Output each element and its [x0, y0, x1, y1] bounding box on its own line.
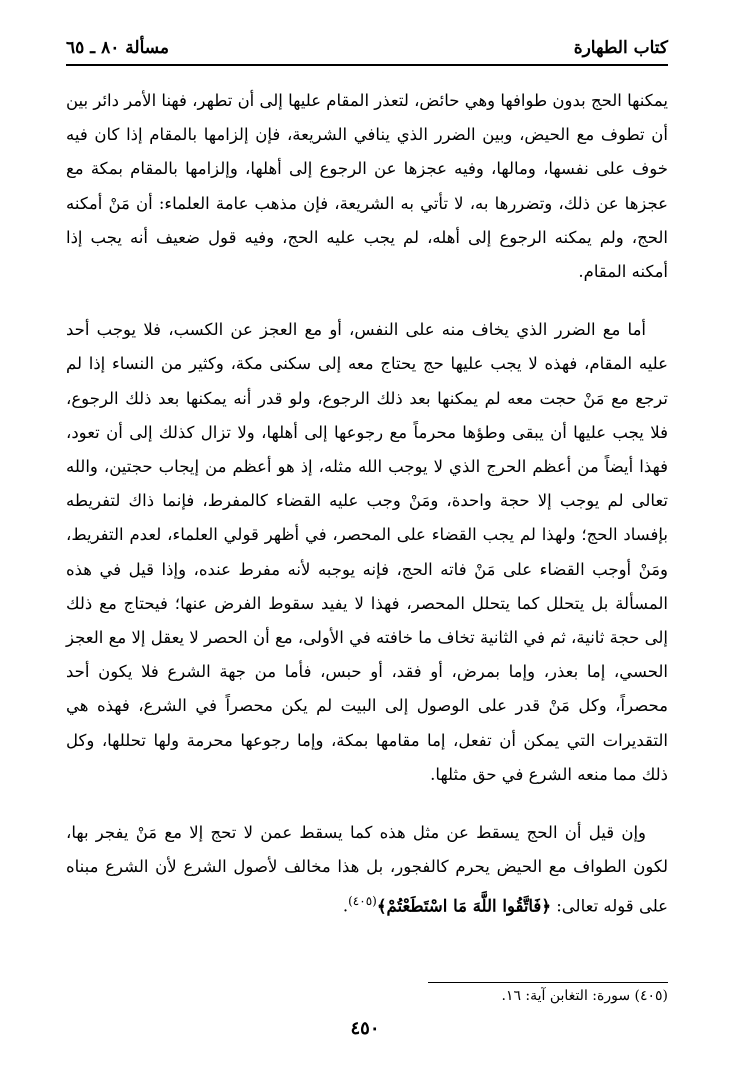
paragraph-3-text: وإن قيل أن الحج يسقط عن مثل هذه كما يسقط عمن لا تحج إلا مع مَنْ يفجر بها، لكون الطواف مع الحيض يحرم كالفجور، بل هذا مخالف لأصول الشرع لأن الشرع مبناه على قوله تعالى:	[66, 823, 668, 916]
footnote-reference: (٤٠٥)	[348, 894, 377, 909]
quran-verse: ﴿فَاتَّقُوا اللَّهَ مَا اسْتَطَعْتُمْ﴾	[376, 896, 551, 916]
paragraph-3	[66, 816, 668, 924]
footnote-divider	[428, 982, 668, 983]
running-header	[66, 36, 668, 62]
paragraph-3-end: .	[342, 896, 349, 916]
paragraph-2: أما مع الضرر الذي يخاف منه على النفس، أو مع العجز عن الكسب، فلا يوجب أحد عليه المقام، فهذه لا يجب عليها حج يحتاج معه إلى سكنى مكة، وكثير من النساء إذا لم ترجع مع مَنْ حجت معه لم يمكنها بعد ذلك الرجوع، ولو قدر أنه يمكنها بعد ذلك الرجوع، فلا يجب عليها أن يبقى وطؤها محرماً مع رجوعها إلى أهلها، ولا تزال كذلك إلى أن تعود، فهذا أيضاً من أعظم الحرج الذي لا يوجب الله مثله، إذ هو أعظم من إيجاب حجتين، والله تعالى لم يوجب إلا حجة واحدة، ومَنْ وجب عليه القضاء كالمفرط، فإنما ذاك لتفريطه بإفساد الحج؛ ولهذا لم يجب القضاء على المحصر، في أظهر قولي العلماء، لعدم التفريط، ومَنْ أوجب القضاء على مَنْ فاته الحج، فإنه يوجبه لأنه مفرط عنده، وإذا قيل في هذه المسألة بل يتحلل كما يتحلل المحصر، فهذا لا يفيد سقوط الفرض عنها؛ فيحتاج مع ذلك إلى حجة ثانية، ثم في الثانية تخاف ما خافته في الأولى، مع أن الحصر لا يعقل إلا مع العجز الحسي، إما بعذر، وإما بمرض، أو فقد، أو حبس، فأما من جهة الشرع فلا يكون أحد محصراً، وكل مَنْ قدر على الوصول إلى البيت لم يكن محصراً في الشرع، فهذه هي التقديرات التي يمكن أن تفعل، إما مقامها بمكة، وإما رجوعها محرمة ولها تحللها، وكل ذلك مما منعه الشرع في حق مثلها.	[66, 320, 668, 784]
main-text	[66, 84, 668, 924]
page-number: ٤٥٠	[350, 1018, 380, 1039]
section-title: كتاب الطهارة	[573, 38, 668, 58]
issue-range: مسألة ٨٠ ـ ٦٥	[66, 38, 170, 58]
paragraph-1: يمكنها الحج بدون طوافها وهي حائض، لتعذر المقام عليها إلى أن تطهر، فهنا الأمر دائر بين أن تطوف مع الحيض، وبين الضرر الذي ينافي الشريعة، فإن إلزامها بالمقام إذا كان فيه خوف على نفسها، ومالها، وفيه عجزها عن الرجوع إلى أهلها، وإلزامها بالمقام بمكة مع عجزها عن ذلك، وتضررها به، لا تأتي به الشريعة، فإن مذهب عامة العلماء: أن مَنْ أمكنه الحج، ولم يمكنه الرجوع إلى أهله، لم يجب عليه الحج، وفيه قول ضعيف أنه يجب إذا أمكنه المقام.	[65, 91, 668, 282]
footnote: (٤٠٥) سورة: التغابن آية: ١٦.	[501, 988, 668, 1004]
header-divider	[66, 64, 668, 66]
